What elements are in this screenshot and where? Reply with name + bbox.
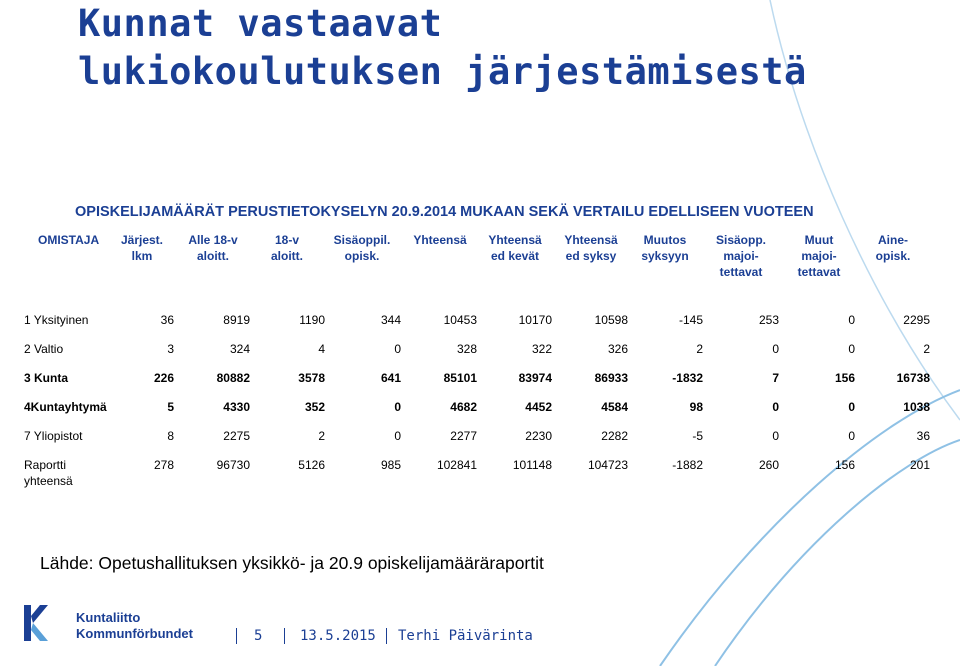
header-sisaoppil: Sisäoppil. opisk.: [333, 233, 391, 263]
table-cell: 0: [772, 429, 779, 443]
table-cell: 96730: [216, 458, 250, 472]
table-cell: 2230: [525, 429, 552, 443]
table-cell: 2: [696, 342, 703, 356]
table-cell: 10598: [594, 313, 628, 327]
table-cell: 5126: [298, 458, 325, 472]
table-cell: 7: [772, 371, 779, 385]
row-label: Raportti yhteensä: [24, 458, 73, 488]
table-cell: 98: [689, 400, 703, 414]
table-cell: 0: [394, 429, 401, 443]
table-cell: 278: [153, 458, 174, 472]
logo-line-2: Kommunförbundet: [76, 626, 193, 641]
table-cell: 0: [848, 313, 855, 327]
table-cell: 0: [848, 429, 855, 443]
table-cell: 104723: [587, 458, 628, 472]
header-yhteensa: Yhteensä: [413, 233, 467, 247]
table-cell: 4584: [601, 400, 628, 414]
table-cell: 156: [834, 371, 855, 385]
table-cell: 156: [834, 458, 855, 472]
footer-divider: [386, 628, 387, 644]
source-note: Lähde: Opetushallituksen yksikkö- ja 20.9 opiskelijamääräraportit: [40, 553, 544, 573]
table-cell: 3578: [298, 371, 325, 385]
table-cell: -5: [692, 429, 703, 443]
table-cell: 8: [167, 429, 174, 443]
table-cell: 2295: [903, 313, 930, 327]
table-cell: 328: [456, 342, 477, 356]
table-cell: 4330: [223, 400, 250, 414]
logo-icon: [22, 603, 52, 643]
logo-line-1: Kuntaliitto: [76, 610, 141, 625]
table-cell: 5: [167, 400, 174, 414]
table-cell: 85101: [443, 371, 477, 385]
table-cell: 0: [772, 342, 779, 356]
table-cell: 0: [772, 400, 779, 414]
table-cell: 8919: [223, 313, 250, 327]
table-cell: 2282: [601, 429, 628, 443]
table-cell: 985: [380, 458, 401, 472]
row-label: 3 Kunta: [24, 371, 69, 385]
table-cell: -145: [678, 313, 703, 327]
table-cell: 322: [531, 342, 552, 356]
header-omistaja: OMISTAJA: [38, 233, 100, 247]
table-cell: 3: [167, 342, 174, 356]
row-label: 4Kuntayhtymä: [24, 400, 107, 414]
table-cell: 344: [380, 313, 401, 327]
footer-divider: [236, 628, 237, 644]
table-cell: 2: [318, 429, 325, 443]
table-cell: 260: [758, 458, 779, 472]
header-alle18: Alle 18-v aloitt.: [188, 233, 238, 263]
table-cell: 253: [758, 313, 779, 327]
row-label: 1 Yksityinen: [24, 313, 89, 327]
header-muut-majoitettavat: Muut majoi- tettavat: [797, 233, 841, 279]
header-kevat: Yhteensä ed kevät: [488, 233, 542, 263]
table-cell: 10170: [518, 313, 552, 327]
table-cell: 0: [394, 400, 401, 414]
header-18v: 18-v aloitt.: [271, 233, 303, 263]
table-cell: -1832: [672, 371, 703, 385]
header-jarjest: Järjest. lkm: [120, 233, 164, 263]
footer-author: Terhi Päivärinta: [398, 628, 533, 644]
table-cell: 326: [607, 342, 628, 356]
table-cell: 226: [153, 371, 174, 385]
footer-divider: [284, 628, 285, 644]
table-cell: 2275: [223, 429, 250, 443]
row-label: 7 Yliopistot: [24, 429, 83, 443]
table-cell: 0: [848, 400, 855, 414]
header-aineopisk: Aine- opisk.: [875, 233, 911, 263]
table-cell: 4: [318, 342, 325, 356]
table-cell: -1882: [672, 458, 703, 472]
table-cell: 201: [909, 458, 930, 472]
table-cell: 1038: [903, 400, 930, 414]
table-cell: 352: [304, 400, 325, 414]
table-cell: 16738: [896, 371, 930, 385]
table-cell: 1190: [299, 313, 325, 327]
table-cell: 0: [394, 342, 401, 356]
table-cell: 80882: [216, 371, 250, 385]
table-cell: 101148: [512, 458, 552, 472]
title-line-2: lukiokoulutuksen järjestämisestä: [78, 50, 807, 93]
table-cell: 641: [380, 371, 401, 385]
title-line-1: Kunnat vastaavat: [78, 2, 443, 45]
table-cell: 4452: [525, 400, 552, 414]
table-subtitle: OPISKELIJAMÄÄRÄT PERUSTIETOKYSELYN 20.9.2014 MUKAAN SEKÄ VERTAILU EDELLISEEN VUOTEEN: [75, 204, 814, 220]
footer-date: 13.5.2015: [300, 628, 376, 644]
header-syksy: Yhteensä ed syksy: [564, 233, 618, 263]
table-cell: 36: [916, 429, 930, 443]
header-sisaopp-majoitettavat: Sisäopp. majoi- tettavat: [715, 233, 766, 279]
header-muutos: Muutos syksyyn: [641, 233, 689, 263]
table-cell: 4682: [450, 400, 477, 414]
footer-page-number: 5: [254, 628, 263, 644]
table-cell: 102841: [436, 458, 477, 472]
table-cell: 324: [229, 342, 250, 356]
row-label: 2 Valtio: [24, 342, 64, 356]
table-cell: 36: [160, 313, 174, 327]
table-cell: 2: [923, 342, 930, 356]
table-cell: 10453: [443, 313, 477, 327]
table-cell: 2277: [450, 429, 477, 443]
table-cell: 86933: [594, 371, 628, 385]
table-cell: 83974: [518, 371, 552, 385]
table-cell: 0: [848, 342, 855, 356]
page-title: [78, 0, 807, 96]
kuntaliitto-logo: [22, 601, 193, 646]
